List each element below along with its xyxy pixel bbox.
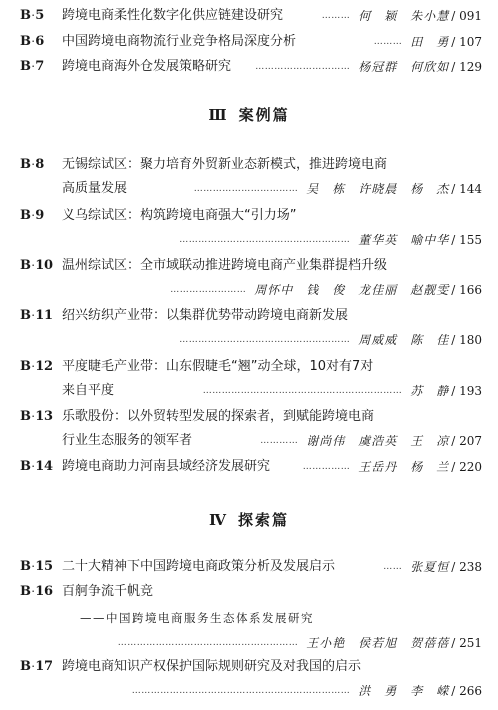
entry-title: 跨境电商柔性化数字化供应链建设研究: [62, 8, 284, 23]
section-title: 探索篇: [238, 511, 290, 529]
toc-entry-b10[interactable]: [20, 256, 482, 300]
entry-page: / 091: [451, 9, 482, 23]
entry-code: B·9: [20, 208, 44, 223]
toc-entry-b14[interactable]: [20, 457, 482, 477]
toc-entry-b5[interactable]: [20, 6, 482, 26]
toc-entry-b16[interactable]: [20, 582, 482, 653]
entry-title-cont: 行业生态服务的领军者: [62, 433, 193, 448]
entry-author: 周怀中 钱 俊 龙佳丽 赵靓雯: [254, 283, 450, 297]
entry-author: 洪 勇 李 嵘: [358, 684, 450, 698]
dot-leader: ……: [383, 562, 403, 572]
entry-title: 绍兴纺织产业带：以集群优势带动跨境电商新发展: [62, 308, 349, 323]
entry-title: 无锡综试区：聚力培育外贸新业态新模式，推进跨境电商: [62, 157, 388, 172]
entry-author: 田 勇: [410, 35, 450, 49]
entry-page: / 220: [451, 460, 482, 474]
entry-code: B·16: [20, 584, 53, 599]
section-number: Ⅳ: [208, 511, 228, 529]
entry-code: B·14: [20, 459, 53, 474]
entry-page: / 193: [451, 384, 482, 398]
entry-title: 义乌综试区：构筑跨境电商强大“引力场”: [62, 208, 297, 223]
entry-code: B·15: [20, 559, 53, 574]
entry-author: 何 颖 朱小慧: [358, 9, 450, 23]
dot-leader: ………: [373, 37, 403, 47]
entry-title: 二十大精神下中国跨境电商政策分析及发展启示: [62, 559, 336, 574]
dot-leader: ………………………………………………: [179, 335, 351, 345]
entry-title: 百舸争流千帆竞: [62, 584, 154, 599]
toc-entry-b15[interactable]: [20, 557, 482, 577]
entry-code: B·13: [20, 409, 53, 424]
dot-leader: ……………………………: [193, 184, 299, 194]
entry-code: B·8: [20, 157, 44, 172]
section-heading-4: [0, 509, 498, 530]
entry-page: / 266: [451, 684, 482, 698]
entry-code: B·12: [20, 359, 53, 374]
section-number: Ⅲ: [208, 106, 229, 124]
dot-leader: …………………………: [255, 62, 351, 72]
entry-title: 中国跨境电商物流行业竞争格局深度分析: [62, 34, 297, 49]
entry-code: B·17: [20, 659, 53, 674]
entry-code: B·7: [20, 59, 44, 74]
entry-title: 跨境电商助力河南县域经济发展研究: [62, 459, 271, 474]
entry-page: / 251: [451, 636, 482, 650]
toc-entry-b8[interactable]: [20, 155, 482, 199]
dot-leader: …………………………………………………: [117, 638, 299, 648]
entry-title-cont: 高质量发展: [62, 181, 128, 196]
toc-entry-b6[interactable]: [20, 32, 482, 52]
toc-entry-b12[interactable]: [20, 357, 482, 401]
entry-author: 张夏恒: [410, 560, 450, 574]
entry-author: 王岳丹 杨 兰: [358, 460, 450, 474]
entry-author: 苏 静: [410, 384, 450, 398]
dot-leader: ………: [321, 11, 351, 21]
section-title: 案例篇: [238, 106, 290, 124]
entry-page: / 238: [451, 560, 482, 574]
entry-page: / 166: [451, 283, 482, 297]
dot-leader: ……………: [302, 462, 351, 472]
dot-leader: ………………………………………………: [179, 235, 351, 245]
entry-author: 吴 栋 许晓晨 杨 杰: [306, 182, 450, 196]
entry-page: / 207: [451, 434, 482, 448]
dot-leader: ……………………………………………………………: [131, 686, 351, 696]
entry-code: B·10: [20, 258, 53, 273]
entry-author: 周威威 陈 佳: [358, 333, 450, 347]
entry-author: 杨冠群 何欣如: [358, 60, 450, 74]
toc-entry-b17[interactable]: [20, 657, 482, 701]
toc-entry-b13[interactable]: [20, 407, 482, 451]
toc-entry-b11[interactable]: [20, 306, 482, 350]
dot-leader: …………: [260, 436, 299, 446]
entry-code: B·11: [20, 308, 53, 323]
entry-page: / 144: [451, 182, 482, 196]
entry-page: / 129: [451, 60, 482, 74]
entry-author: 董华英 喻中华: [358, 233, 450, 247]
entry-subtitle: ——中国跨境电商服务生态体系发展研究: [80, 611, 314, 625]
toc-entry-b7[interactable]: [20, 57, 482, 77]
entry-author: 王小艳 侯若旭 贺蓓蓓: [306, 636, 450, 650]
dot-leader: ……………………: [170, 285, 247, 295]
entry-title: 温州综试区：全市域联动推进跨境电商产业集群提档升级: [62, 258, 388, 273]
entry-title: 乐歌股份：以外贸转型发展的探索者，到赋能跨境电商: [62, 409, 375, 424]
entry-title: 跨境电商海外仓发展策略研究: [62, 59, 232, 74]
entry-author: 谢尚伟 虞浩英 王 凉: [306, 434, 450, 448]
toc-entry-b9[interactable]: [20, 206, 482, 250]
dot-leader: ………………………………………………………: [202, 386, 403, 396]
entry-title: 跨境电商知识产权保护国际规则研究及对我国的启示: [62, 659, 362, 674]
entry-page: / 180: [451, 333, 482, 347]
entry-code: B·5: [20, 8, 44, 23]
entry-title-cont: 来自平度: [62, 383, 115, 398]
entry-title: 平度睫毛产业带：山东假睫毛“翘”动全球，10对有7对: [62, 359, 374, 374]
section-heading-3: [0, 104, 498, 125]
entry-code: B·6: [20, 34, 44, 49]
entry-page: / 155: [451, 233, 482, 247]
entry-page: / 107: [451, 35, 482, 49]
